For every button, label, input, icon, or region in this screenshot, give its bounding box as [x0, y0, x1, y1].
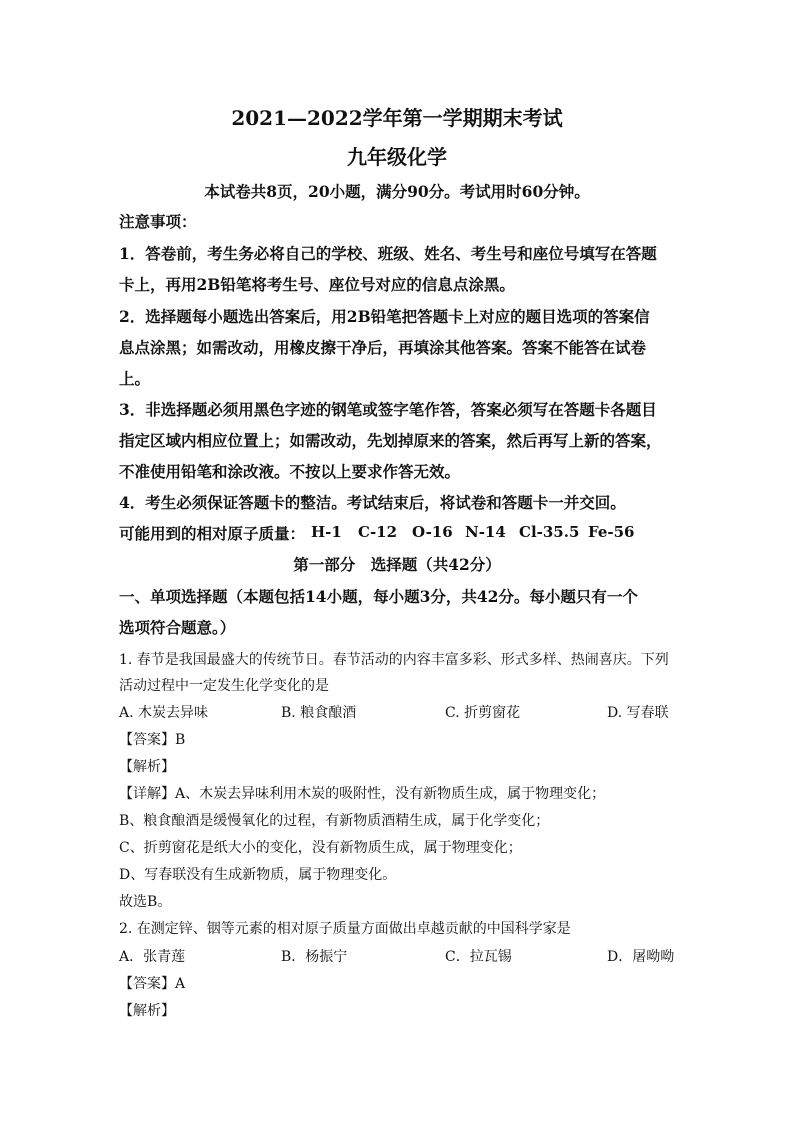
atomic-mass-fe: Fe-56	[588, 523, 635, 541]
q2-option-d: D．屠呦呦	[607, 949, 675, 965]
notice-item-4: 4．考生必须保证答题卡的整洁。考试结束后，将试卷和答题卡一并交回。	[119, 493, 626, 512]
notice-item-3-line-1: 3．非选择题必须用黑色字迹的钢笔或签字笔作答，答案必须写在答题卡各题目	[119, 400, 657, 419]
q1-option-b: B. 粮食酿酒	[281, 705, 357, 721]
q1-option-d: D. 写春联	[607, 705, 669, 721]
q1-analysis-tag: 【解析】	[119, 759, 175, 775]
notice-heading: 注意事项：	[119, 212, 197, 231]
q2-answer	[119, 973, 185, 993]
notice-item-3-line-2: 指定区域内相应位置上；如需改动，先划掉原来的答案，然后再写上新的答案，	[119, 431, 662, 450]
q2-stem: 2. 在测定锌、铟等元素的相对原子质量方面做出卓越贡献的中国科学家是	[119, 921, 571, 937]
q1-option-a: A. 木炭去异味	[119, 705, 209, 721]
atomic-mass-n: N-14	[465, 523, 506, 541]
exam-info: 本试卷共8页，20小题，满分90分。考试用时60分钟。	[204, 182, 590, 201]
atomic-mass-label: 可能用到的相对原子质量：	[119, 524, 306, 543]
section-1-line-2: 选项符合题意。）	[119, 618, 236, 637]
q2-answer-value: A	[175, 976, 186, 992]
atomic-mass-cl: Cl-35.5	[519, 523, 580, 541]
q2-answer-tag: 【答案】	[119, 976, 175, 992]
atomic-mass-c: C-12	[358, 523, 398, 541]
section-1-line-1: 一、单项选择题（本题包括14小题，每小题3分，共42分。每小题只有一个	[119, 587, 638, 606]
q1-answer-value: B	[175, 732, 186, 748]
exam-title: 2021—2022学年第一学期期末考试	[231, 106, 563, 130]
notice-item-1-line-1: 1．答卷前，考生务必将自己的学校、班级、姓名、考生号和座位号填写在答题	[119, 244, 657, 263]
q2-option-a: A．张青莲	[119, 949, 186, 965]
q1-stem-line-2: 活动过程中一定发生化学变化的是	[119, 678, 329, 694]
q1-detail-c: C、折剪窗花是纸大小的变化，没有新物质生成，属于物理变化；	[119, 840, 522, 856]
q1-detail-b: B、粮食酿酒是缓慢氧化的过程，有新物质酒精生成，属于化学变化；	[119, 813, 550, 829]
q1-detail-a-text: A、木炭去异味利用木炭的吸附性，没有新物质生成，属于物理变化；	[175, 786, 606, 802]
q1-answer	[119, 729, 185, 749]
notice-item-2-line-3: 上。	[119, 369, 151, 388]
subject-title: 九年级化学	[347, 145, 447, 169]
part-1-title: 第一部分 选择题（共42分）	[293, 555, 501, 574]
atomic-mass-o: O-16	[412, 523, 453, 541]
notice-item-3-line-3: 不准使用铅笔和涂改液。不按以上要求作答无效。	[119, 462, 461, 481]
q1-option-c: C. 折剪窗花	[445, 705, 521, 721]
notice-item-2-line-1: 2．选择题每小题选出答案后，用2B铅笔把答题卡上对应的题目选项的答案信	[119, 307, 650, 326]
q1-stem-line-1: 1. 春节是我国最盛大的传统节日。春节活动的内容丰富多彩、形式多样、热闹喜庆。下列	[119, 652, 669, 668]
notice-item-1-line-2: 卡上，再用2B铅笔将考生号、座位号对应的信息点涂黑。	[119, 275, 515, 294]
q2-option-c: C．拉瓦锡	[445, 949, 512, 965]
q1-answer-tag: 【答案】	[119, 732, 175, 748]
q2-option-b: B．杨振宁	[281, 949, 348, 965]
atomic-mass-h: H-1	[311, 523, 342, 541]
q1-detail-d: D、写春联没有生成新物质，属于物理变化。	[119, 867, 397, 883]
q1-detail-a	[119, 783, 605, 803]
q1-detail-tag: 【详解】	[119, 786, 175, 802]
q2-analysis-tag: 【解析】	[119, 1003, 175, 1019]
q1-conclusion: 故选B。	[119, 894, 172, 910]
notice-item-2-line-2: 息点涂黑；如需改动，用橡皮擦干净后，再填涂其他答案。答案不能答在试卷	[119, 338, 647, 357]
